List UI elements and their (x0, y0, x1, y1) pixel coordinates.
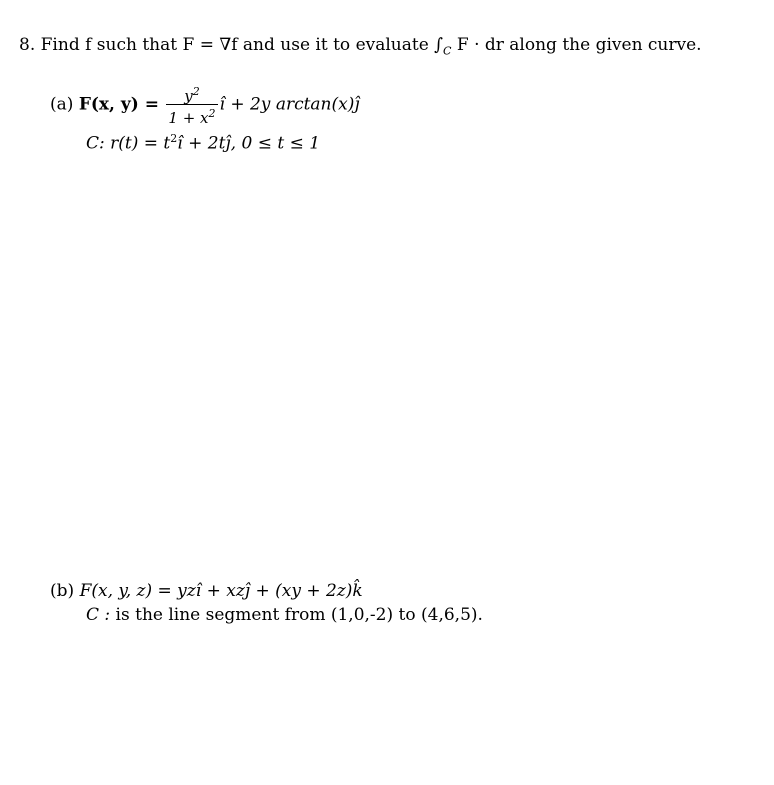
part-b-field-text: F(x, y, z) = yzî + xzĵ + (xy + 2z)k̂ (79, 581, 363, 601)
part-a-curve-exponent: 2 (170, 132, 178, 145)
part-b-curve-text: is the line segment from (1,0,-2) to (4,6,5). (115, 605, 483, 625)
part-a-curve (86, 129, 320, 154)
part-b-curve-label: C : (86, 605, 111, 625)
part-a-fraction (166, 84, 217, 126)
part-a-curve-text: r(t) = t (110, 133, 171, 154)
problem-intro: Find f such that F = ∇f and use it to evaluate ∫ (40, 35, 444, 55)
part-b-field (50, 581, 363, 601)
part-a-field (50, 84, 360, 126)
part-a-curve-label: C: (86, 133, 105, 154)
part-a-lhs: F(x, y) = (78, 94, 159, 115)
problem-statement (19, 35, 702, 61)
fraction-denominator: $1 + x^2$ (166, 104, 217, 126)
fraction-numerator: $y^2$ (184, 85, 200, 105)
part-b-label: (b) (50, 581, 75, 601)
problem-number: 8. (19, 35, 36, 55)
problem-intro-tail: F · dr along the given curve. (451, 35, 702, 55)
part-a-field-rest: î + 2y arctan(x)ĵ (219, 94, 360, 115)
integral-subscript: C (443, 44, 452, 58)
part-b-curve (86, 605, 483, 625)
part-a-label: (a) (50, 94, 74, 115)
part-a-curve-tail: î + 2tĵ, 0 ≤ t ≤ 1 (177, 133, 321, 154)
